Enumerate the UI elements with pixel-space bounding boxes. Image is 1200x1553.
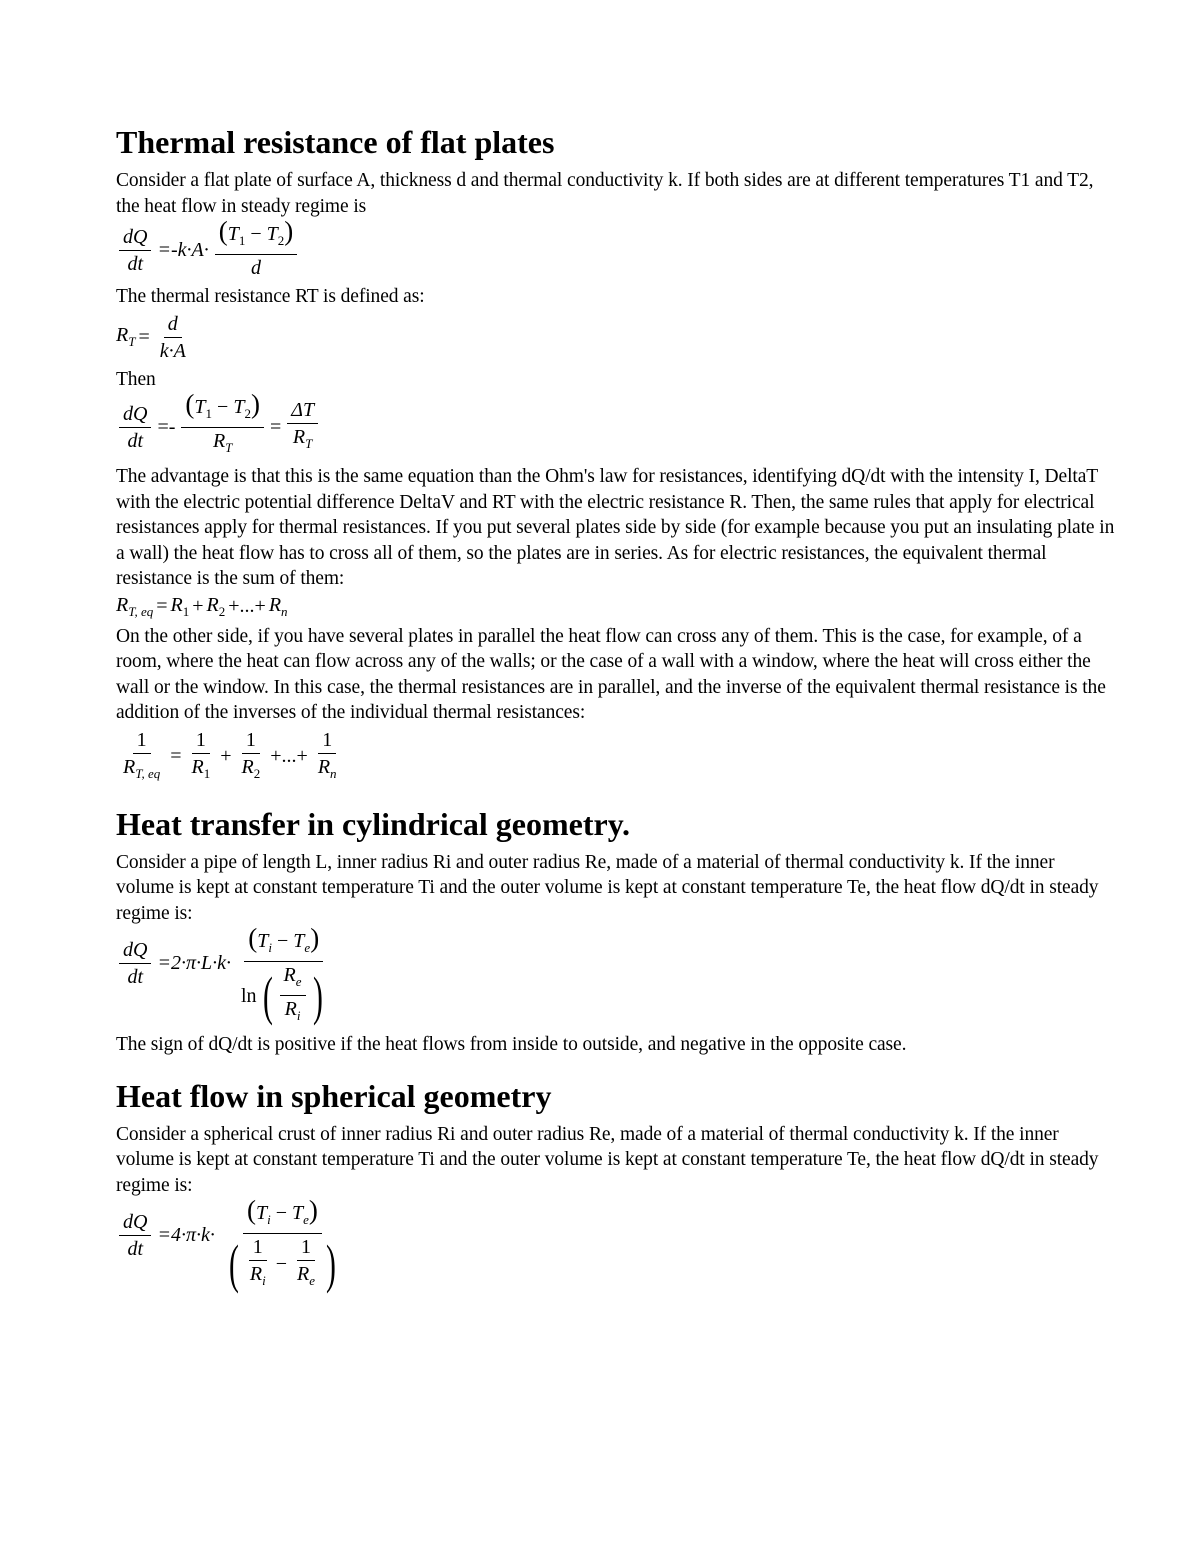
section-title-spherical: Heat flow in spherical geometry: [116, 1077, 552, 1114]
equation-cylindrical-heat-flow: $\frac{dQ}{dt}$ =2·π·L·k· $(T_i - T_e)$ ln ( $\frac{R_e}{R_i}$ ): [116, 928, 1116, 1028]
paragraph-parallel: On the other side, if you have several plates in parallel the heat flow can cross any of them. This is the case, for example, of a room, where the heat can flow across any of the walls; or the case of a wall with a window, where the heat will cross either the wall or the window. In this case, the thermal resistances are in parallel, and the inverse of the equivalent thermal resistance is the addition of the inverses of the individual thermal resistances:: [116, 625, 1106, 723]
equation-heat-flow-resistance: $\frac{dQ}{dt}$ =- $\frac{(T_1 - T_2)}{R_T}$ = $\frac{\Delta T}{R_T}$: [116, 394, 1116, 460]
paragraph-flat-intro: Consider a flat plate of surface A, thickness d and thermal conductivity k. If both sides are at different temperatures T1 and T2, the heat flow in steady regime is: [116, 170, 1094, 217]
section-title-cylindrical: Heat transfer in cylindrical geometry.: [116, 805, 630, 842]
paragraph-then: Then: [116, 368, 156, 390]
equation-thermal-resistance: $R_T$ = $\frac{d}{k\cdot A}$: [116, 312, 186, 362]
equation-parallel-resistance: $\frac{1}{R_{T, eq}}$ = $\frac{1}{R_1}$ + $\frac{1}{R_2}$ +...+ $\frac{1}{R_n}$: [123, 728, 337, 781]
paragraph-spherical-intro: Consider a spherical crust of inner radius Ri and outer radius Re, made of a material of thermal conductivity k. If the inner volume is kept at constant temperature Ti and the outer volume is kept at constant temperature Te, the heat flow dQ/dt in steady regime is:: [116, 1123, 1099, 1196]
document-page: [116, 122, 1116, 1297]
equation-spherical-heat-flow: $\frac{dQ}{dt}$ =4·π·k· $(T_i - T_e)$ ( $\frac{1}{R_i}$ − $\frac{1}{R_e}$ ): [116, 1200, 1116, 1293]
fraction-dq-dt: $\frac{dQ}{dt}$: [119, 225, 151, 276]
equation-series-resistance: $R_{T, eq}$ = $R_1$ + $R_2$ +...+ $R_n$: [116, 593, 288, 619]
paragraph-thermal-resistance-def: The thermal resistance RT is defined as:: [116, 286, 425, 307]
paragraph-ohm-analogy: The advantage is that this is the same equation than the Ohm's law for resistances, identifying dQ/dt with the intensity I, DeltaT with the electric potential difference DeltaV and RT with the electric resistance R. Then, the same rules that apply for electrical resistances apply for thermal resistances. If you put several plates side by side (for example because you put an insulating plate in a wall) the heat flow has to cross all of them, so the plates are in series. As for electric resistances, the equivalent thermal resistance is the sum of them:: [116, 466, 1115, 589]
fraction-temp-over-d: $\frac{(T_1 - T_2)}{d}$: [215, 221, 298, 280]
paragraph-cylindrical-intro: Consider a pipe of length L, inner radius Ri and outer radius Re, made of a material of thermal conductivity k. If the inner volume is kept at constant temperature Ti and the outer volume is kept at constant temperature Te, the heat flow dQ/dt in steady regime is:: [116, 851, 1099, 924]
section-title-flat-plates: Thermal resistance of flat plates: [116, 124, 555, 160]
equation-heat-flow-plate: $\frac{dQ}{dt}$ =-k·A· $\frac{(T_1 - T_2)}{d}$: [116, 221, 1116, 280]
paragraph-cylindrical-sign: The sign of dQ/dt is positive if the heat flows from inside to outside, and negative in the opposite case.: [116, 1034, 907, 1055]
